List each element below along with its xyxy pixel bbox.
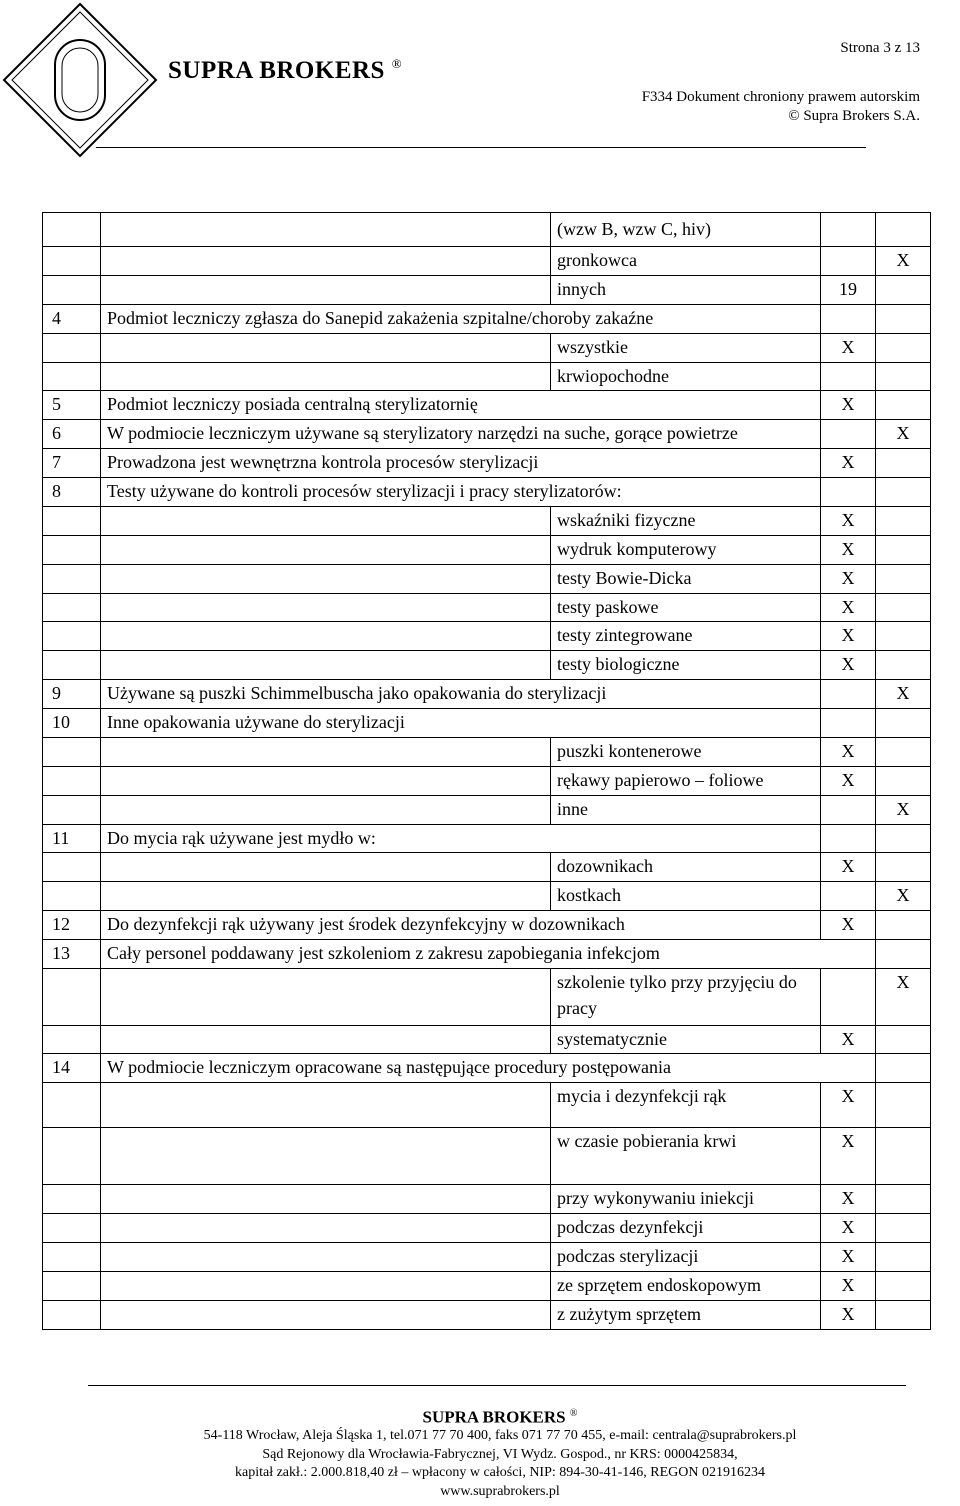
answer-nie [876, 1243, 931, 1272]
table-row [43, 795, 931, 824]
question-row [43, 911, 931, 940]
answer-nie [876, 1271, 931, 1300]
answer-tak: X [821, 1243, 876, 1272]
answer-nie [876, 737, 931, 766]
answer-tak: X [821, 391, 876, 420]
table-row [43, 213, 931, 247]
answer-tak: 19 [821, 275, 876, 304]
answer-nie: X [876, 420, 931, 449]
answer-nie [876, 1214, 931, 1243]
answer-tak [821, 680, 876, 709]
footer-court: Sąd Rejonowy dla Wrocławia-Fabrycznej, VI Wydz. Gospod., nr KRS: 0000425834, [262, 1446, 738, 1462]
table-row [43, 1243, 931, 1272]
answer-nie [876, 275, 931, 304]
question-number: 4 [43, 304, 101, 333]
question-row [43, 940, 931, 969]
table-row [43, 622, 931, 651]
option-cell: dozownikach [551, 853, 821, 882]
answer-tak: X [821, 1128, 876, 1185]
answer-tak: X [821, 506, 876, 535]
answer-nie [876, 1185, 931, 1214]
question-row [43, 304, 931, 333]
answer-nie: X [876, 247, 931, 276]
option-cell: w czasie pobierania krwi [551, 1128, 821, 1185]
table-row [43, 275, 931, 304]
page-number: Strona 3 z 13 [840, 40, 920, 56]
answer-nie [876, 506, 931, 535]
answer-nie [876, 651, 931, 680]
question-row [43, 449, 931, 478]
answer-nie [876, 564, 931, 593]
answer-nie [876, 622, 931, 651]
answer-tak [821, 247, 876, 276]
answer-nie: X [876, 968, 931, 1025]
footer-divider [88, 1385, 906, 1386]
option-cell: testy zintegrowane [551, 622, 821, 651]
question-row [43, 478, 931, 507]
question-number: 8 [43, 478, 101, 507]
question-number: 11 [43, 824, 101, 853]
option-cell: podczas dezynfekcji [551, 1214, 821, 1243]
footer-address: 54-118 Wrocław, Aleja Śląska 1, tel.071 77 70 400, faks 071 77 70 455, e-mail: centrala@suprabrokers.pl [203, 1428, 797, 1444]
question-row [43, 391, 931, 420]
option-cell: z zużytym sprzętem [551, 1300, 821, 1329]
answer-nie [876, 853, 931, 882]
answer-tak [821, 968, 876, 1025]
question-text: Używane są puszki Schimmelbuscha jako opakowania do sterylizacji [101, 680, 821, 709]
question-text: W podmiocie leczniczym używane są sterylizatory narzędzi na suche, gorące powietrze [101, 420, 821, 449]
answer-tak: X [821, 593, 876, 622]
question-number: 12 [43, 911, 101, 940]
table-row [43, 247, 931, 276]
answer-tak: X [821, 622, 876, 651]
question-text: Do mycia rąk używane jest mydło w: [101, 824, 821, 853]
answer-tak: X [821, 911, 876, 940]
question-text: Inne opakowania używane do sterylizacji [101, 709, 821, 738]
option-cell: systematycznie [551, 1025, 821, 1054]
option-cell: rękawy papierowo – foliowe [551, 766, 821, 795]
option-cell: testy paskowe [551, 593, 821, 622]
table-row [43, 1025, 931, 1054]
copyright-notice: F334 Dokument chroniony prawem autorskim © Supra Brokers S.A. [641, 89, 920, 124]
table-row [43, 564, 931, 593]
question-number: 13 [43, 940, 101, 969]
answer-tak [821, 362, 876, 391]
option-cell: testy biologiczne [551, 651, 821, 680]
option-cell: krwiopochodne [551, 362, 821, 391]
question-text: Testy używane do kontroli procesów sterylizacji i pracy sterylizatorów: [101, 478, 821, 507]
answer-nie [876, 1128, 931, 1185]
option-cell: innych [551, 275, 821, 304]
answer-tak: X [821, 1185, 876, 1214]
answer-tak: X [821, 564, 876, 593]
answer-nie [876, 593, 931, 622]
answer-nie [876, 1083, 931, 1128]
table-row [43, 737, 931, 766]
table-row [43, 593, 931, 622]
table-row [43, 1128, 931, 1185]
question-number: 9 [43, 680, 101, 709]
table-row [43, 362, 931, 391]
question-number: 6 [43, 420, 101, 449]
option-cell: ze sprzętem endoskopowym [551, 1271, 821, 1300]
table-row [43, 1300, 931, 1329]
option-cell: wszystkie [551, 333, 821, 362]
table-row [43, 1214, 931, 1243]
answer-tak: X [821, 1271, 876, 1300]
company-logo [0, 0, 160, 160]
answer-tak: X [821, 1214, 876, 1243]
table-row [43, 333, 931, 362]
question-row [43, 420, 931, 449]
option-cell: wskaźniki fizyczne [551, 506, 821, 535]
table-row [43, 506, 931, 535]
question-row [43, 1054, 931, 1083]
question-text: Cały personel poddawany jest szkoleniom z zakresu zapobiegania infekcjom [101, 940, 876, 969]
footer [0, 1405, 960, 1501]
answer-tak: X [821, 1300, 876, 1329]
table-row [43, 1083, 931, 1128]
footer-brand: SUPRA BROKERS ® [422, 1407, 578, 1427]
answer-nie [876, 449, 931, 478]
answer-tak [821, 420, 876, 449]
question-text: Prowadzona jest wewnętrzna kontrola procesów sterylizacji [101, 449, 821, 478]
option-cell: podczas sterylizacji [551, 1243, 821, 1272]
answer-tak [821, 882, 876, 911]
answer-tak: X [821, 651, 876, 680]
table-row [43, 882, 931, 911]
table-row [43, 1271, 931, 1300]
header-divider [96, 147, 866, 148]
answer-nie [876, 333, 931, 362]
question-number: 5 [43, 391, 101, 420]
answer-nie [876, 391, 931, 420]
table-row [43, 968, 931, 1025]
answer-nie: X [876, 795, 931, 824]
answer-nie: X [876, 680, 931, 709]
option-cell: puszki kontenerowe [551, 737, 821, 766]
answer-tak [821, 795, 876, 824]
answer-nie: X [876, 882, 931, 911]
question-row [43, 824, 931, 853]
option-cell: gronkowca [551, 247, 821, 276]
question-number: 14 [43, 1054, 101, 1083]
answer-nie [876, 535, 931, 564]
answer-tak: X [821, 853, 876, 882]
option-cell: mycia i dezynfekcji rąk [551, 1083, 821, 1128]
answer-nie [876, 362, 931, 391]
table-row [43, 651, 931, 680]
table-row [43, 853, 931, 882]
answer-nie [876, 911, 931, 940]
option-cell: wydruk komputerowy [551, 535, 821, 564]
answer-tak: X [821, 1025, 876, 1054]
question-text: W podmiocie leczniczym opracowane są następujące procedury postępowania [101, 1054, 876, 1083]
answer-tak: X [821, 737, 876, 766]
answer-nie [876, 1025, 931, 1054]
footer-capital: kapitał zakł.: 2.000.818,40 zł – wpłacony w całości, NIP: 894-30-41-146, REGON 021916234 [235, 1465, 765, 1481]
table-row [43, 1185, 931, 1214]
questionnaire-table [42, 212, 931, 1330]
option-cell: testy Bowie-Dicka [551, 564, 821, 593]
question-text: Podmiot leczniczy zgłasza do Sanepid zakażenia szpitalne/choroby zakaźne [101, 304, 821, 333]
table-row [43, 766, 931, 795]
question-row [43, 680, 931, 709]
table-row [43, 535, 931, 564]
footer-website: www.suprabrokers.pl [440, 1483, 560, 1499]
option-cell: (wzw B, wzw C, hiv) [551, 213, 821, 247]
answer-tak: X [821, 766, 876, 795]
option-cell: przy wykonywaniu iniekcji [551, 1185, 821, 1214]
answer-tak: X [821, 535, 876, 564]
question-number: 10 [43, 709, 101, 738]
question-text: Do dezynfekcji rąk używany jest środek dezynfekcyjny w dozownikach [101, 911, 821, 940]
question-text: Podmiot leczniczy posiada centralną sterylizatornię [101, 391, 821, 420]
answer-nie [876, 1300, 931, 1329]
answer-tak: X [821, 333, 876, 362]
option-cell: szkolenie tylko przy przyjęciu do pracy [551, 968, 821, 1025]
option-cell: inne [551, 795, 821, 824]
question-number: 7 [43, 449, 101, 478]
answer-tak: X [821, 1083, 876, 1128]
answer-tak: X [821, 449, 876, 478]
option-cell: kostkach [551, 882, 821, 911]
answer-nie [876, 766, 931, 795]
header-brand: SUPRA BROKERS ® [168, 56, 403, 84]
question-row [43, 709, 931, 738]
